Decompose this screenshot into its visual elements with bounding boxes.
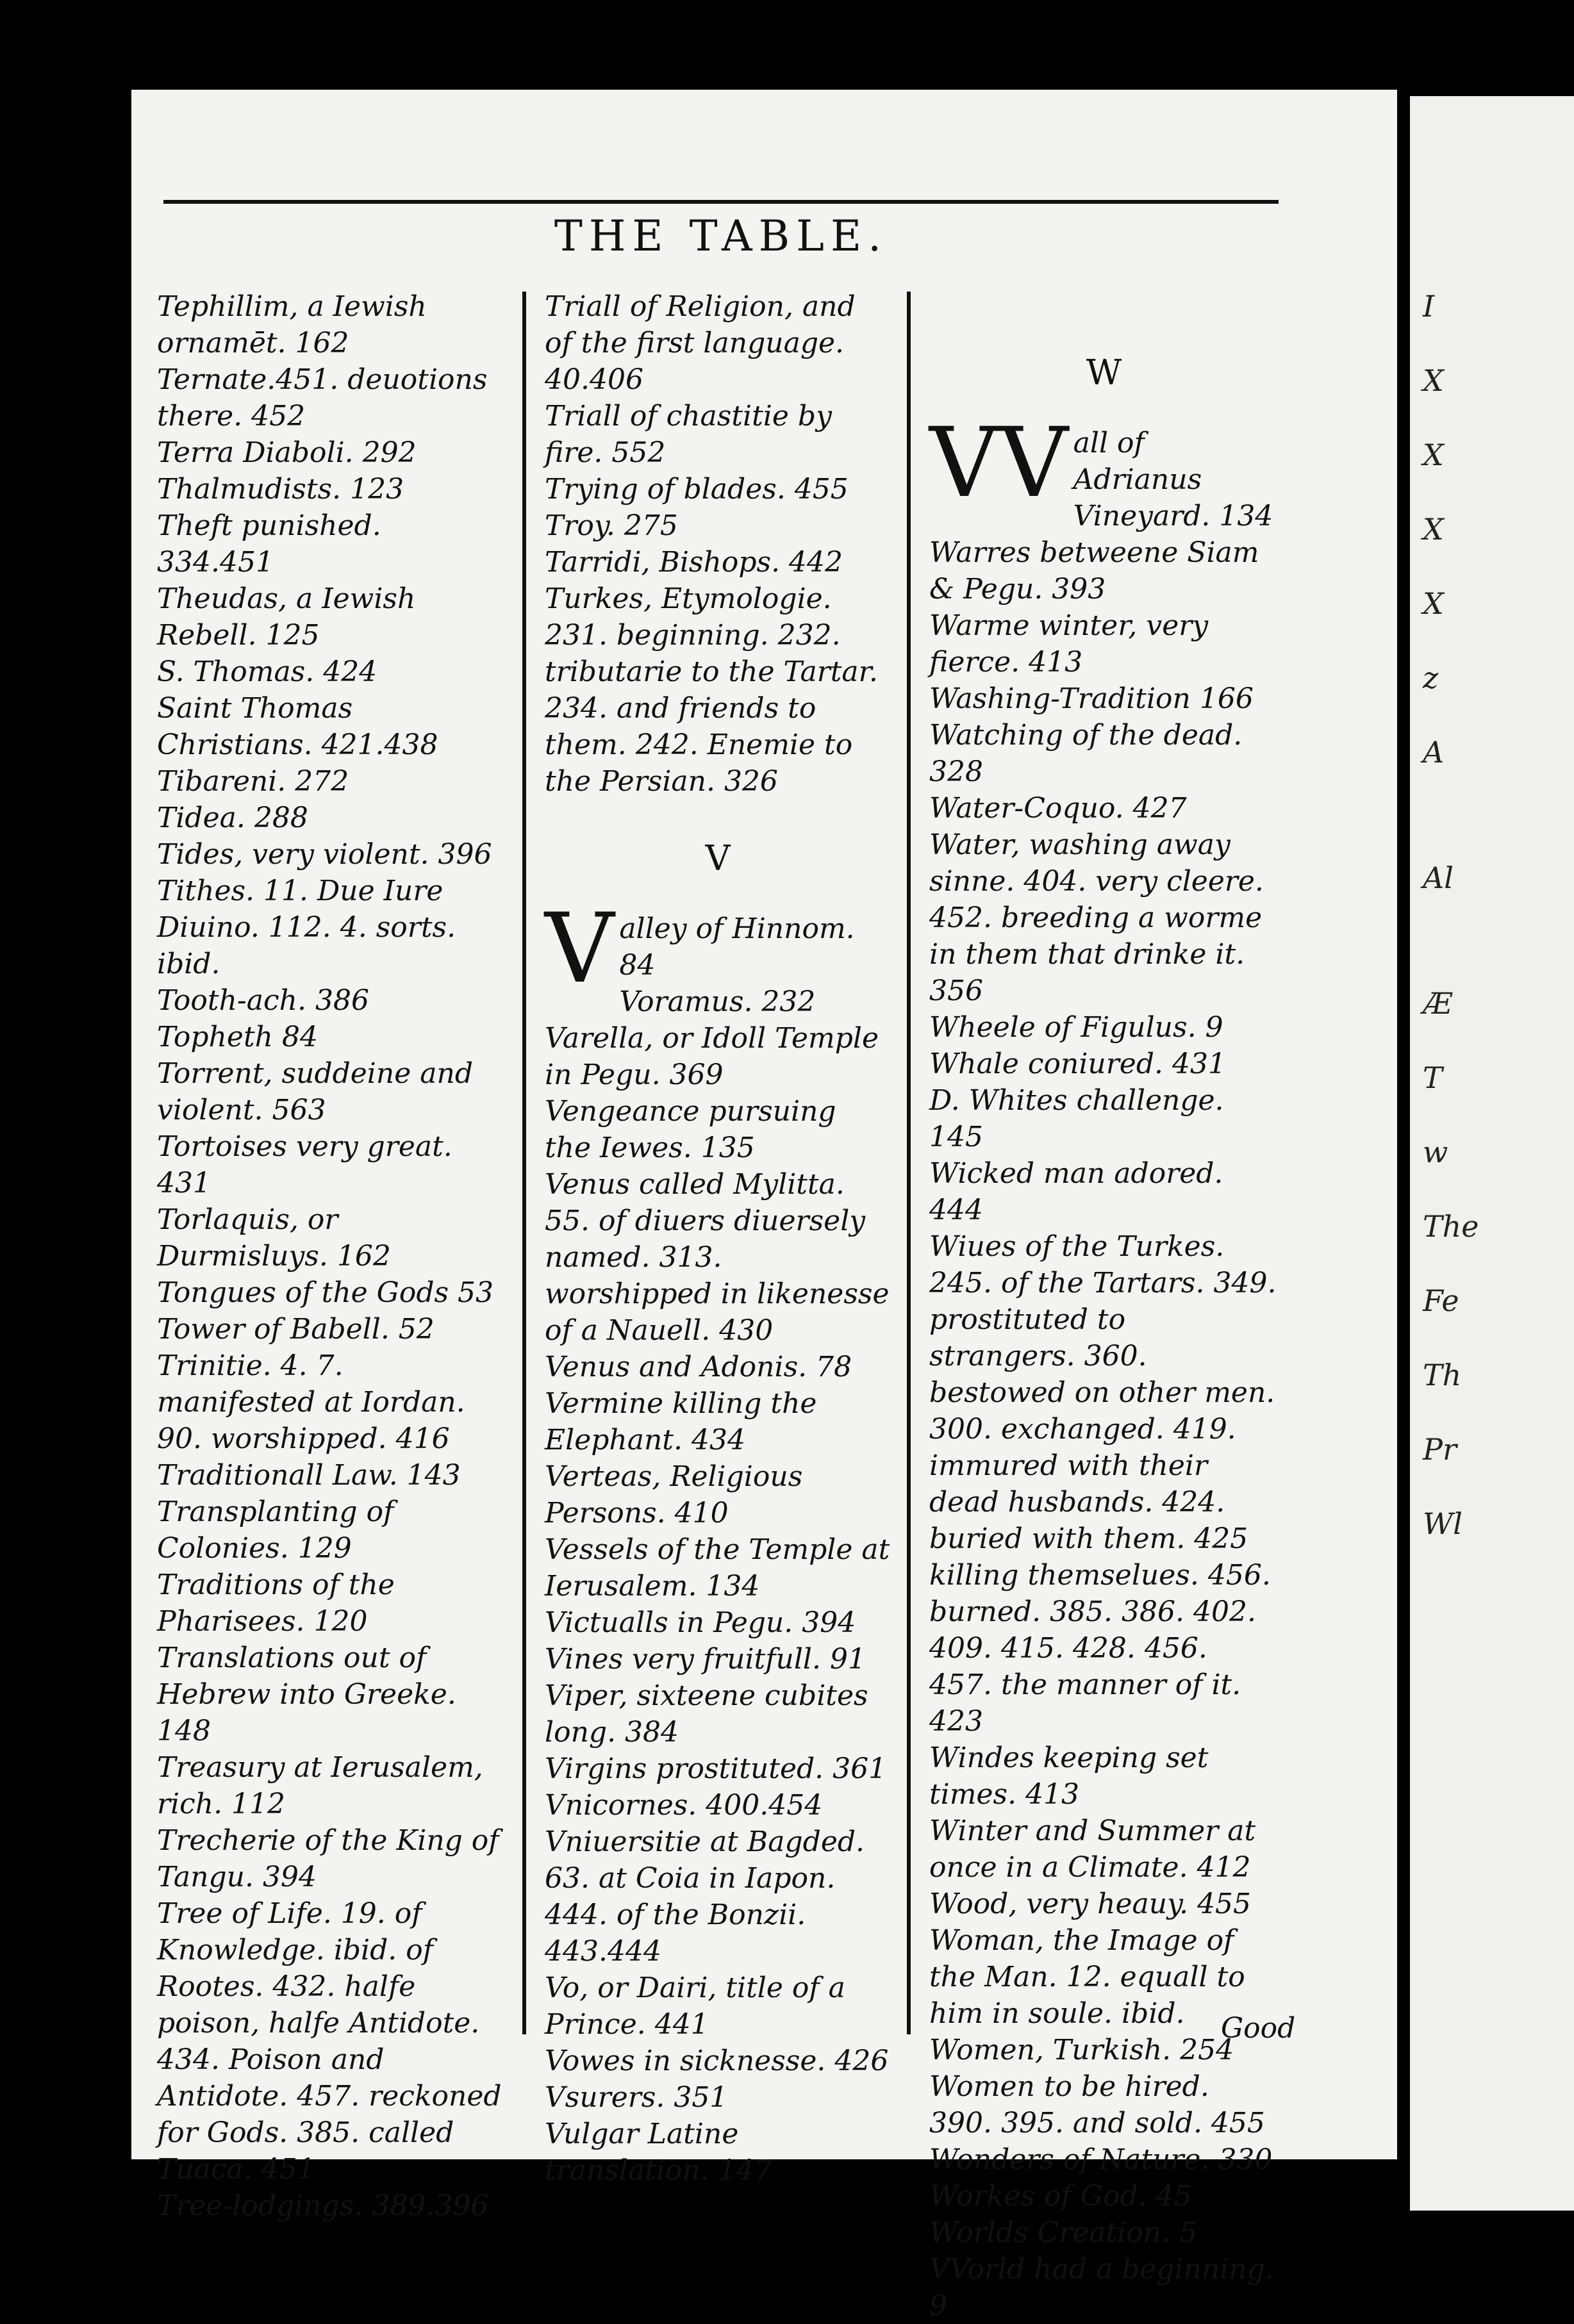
index-entry: VVorld had a beginning. 9: [929, 2253, 1274, 2322]
index-entry: Wiues of the Turkes. 245. of the Tartars. 349. prostituted to strangers. 360. bestowed on other men. 300. exchanged. 419. immured with their dead husbands. 424. buried with them. 425 killing themselues. 456. burned. 385. 386. 402. 409. 415. 428. 456. 457. the manner of it. 423: [929, 1230, 1277, 1738]
index-entry: Watching of the dead. 328: [929, 719, 1243, 788]
index-entry: Tidea. 288: [157, 802, 308, 834]
index-entry: Translations out of Hebrew into Greeke. 148: [157, 1642, 456, 1747]
page-title: THE TABLE.: [554, 211, 888, 261]
index-entry: Vowes in sicknesse. 426: [545, 2045, 889, 2077]
facing-page-text: Fe: [1423, 1283, 1459, 1318]
index-entry: Tooth-ach. 386: [157, 984, 369, 1017]
facing-page-text: X: [1423, 586, 1444, 621]
dropcap-v: V: [545, 893, 615, 1005]
index-entry: alley of Hinnom. 84: [619, 912, 855, 982]
facing-page-text: w: [1423, 1135, 1448, 1169]
index-entry: Trinitie. 4. 7. manifested at Iordan. 90. worshipped. 416: [157, 1349, 465, 1455]
index-entry: Whale coniured. 431: [929, 1048, 1226, 1080]
index-entry: Warme winter, very fierce. 413: [929, 609, 1209, 679]
facing-page-text: X: [1423, 438, 1444, 472]
index-entry: Water-Coquo. 427: [929, 792, 1187, 825]
section-letter-v: V: [705, 838, 731, 878]
index-entry: Washing-Tradition 166: [929, 682, 1254, 715]
facing-page-text: Al: [1423, 861, 1454, 895]
index-entry: Tortoises very great. 431: [157, 1130, 452, 1199]
index-entry: Vulgar Latine translation. 147: [545, 2118, 772, 2187]
facing-page-text: Pr: [1423, 1432, 1457, 1467]
index-entry: Warres betweene Siam & Pegu. 393: [929, 536, 1259, 606]
index-entry: Tides, very violent. 396: [157, 838, 492, 871]
index-entry: Torlaquis, or Durmisluys. 162: [157, 1203, 391, 1273]
index-entry: Ternate.451. deuotions there. 452: [157, 363, 488, 433]
index-entry: S. Thomas. 424: [157, 655, 377, 688]
index-entry: Women, Turkish. 254: [929, 2034, 1234, 2066]
index-entry: Verteas, Religious Persons. 410: [545, 1460, 803, 1529]
index-entry: Triall of Religion, and of the first language. 40.406: [545, 290, 856, 396]
index-entry: Virgins prostituted. 361: [545, 1752, 887, 1785]
dropcap-w: VV: [929, 408, 1068, 519]
index-entry: Turkes, Etymologie. 231. beginning. 232. tributarie to the Tartar. 234. and friends to them. 242. Enemie to the Persian. 326: [545, 582, 878, 798]
column-divider: [522, 292, 526, 2034]
index-entry: Saint Thomas Christians. 421.438: [157, 692, 438, 761]
index-entry: Vengeance pursuing the Iewes. 135: [545, 1095, 836, 1164]
index-entry: Traditions of the Pharisees. 120: [157, 1569, 395, 1638]
index-entry: Vniuersitie at Bagded. 63. at Coia in Iapon. 444. of the Bonzii. 443.444: [545, 1825, 865, 1968]
index-entry: Varella, or Idoll Temple in Pegu. 369: [545, 1022, 879, 1091]
index-entry: Torrent, suddeine and violent. 563: [157, 1057, 473, 1126]
facing-page-text: I: [1423, 289, 1435, 324]
header-rule: [163, 200, 1279, 204]
index-entry: Theft punished. 334.451: [157, 509, 381, 579]
section-letter-w: W: [1086, 352, 1122, 393]
index-entry: Victualls in Pegu. 394: [545, 1606, 856, 1639]
index-entry: Voramus. 232: [619, 985, 816, 1018]
index-entry: Workes of God. 45: [929, 2180, 1192, 2213]
index-entry: Transplanting of Colonies. 129: [157, 1496, 394, 1565]
index-entry: Triall of chastitie by fire. 552: [545, 400, 832, 469]
index-entry: Trecherie of the King of Tangu. 394: [157, 1824, 499, 1893]
index-entry: Wonders of Nature. 330: [929, 2143, 1273, 2176]
facing-page-text: Wl: [1423, 1506, 1462, 1541]
index-entry: Women to be hired. 390. 395. and sold. 455: [929, 2070, 1265, 2139]
index-entry: Tarridi, Bishops. 442: [545, 546, 843, 579]
index-entry: Traditionall Law. 143: [157, 1459, 461, 1492]
facing-page-text: z: [1423, 661, 1439, 695]
index-entry: Windes keeping set times. 413: [929, 1742, 1209, 1811]
facing-page-text: X: [1423, 512, 1444, 547]
index-entry: Tibareni. 272: [157, 765, 349, 798]
index-entry: Wood, very heauy. 455: [929, 1888, 1252, 1920]
index-entry: Tree of Life. 19. of Knowledge. ibid. of Rootes. 432. halfe poison, halfe Antidote. 434. Poison and Antidote. 457. reckoned for Gods. 385. called Tuaca. 451: [157, 1897, 502, 2186]
index-entry: Worlds Creation. 5: [929, 2216, 1198, 2249]
index-entry: Woman, the Image of the Man. 12. equall to him in soule. ibid.: [929, 1924, 1245, 2030]
index-entry: Wheele of Figulus. 9: [929, 1011, 1223, 1044]
index-entry: Vsurers. 351: [545, 2081, 728, 2114]
index-entry: Tower of Babell. 52: [157, 1313, 435, 1346]
column-divider: [907, 292, 911, 2034]
facing-page-text: A: [1423, 735, 1445, 770]
index-entry: Tephillim, a Iewish ornamēt. 162: [157, 290, 427, 359]
index-entry: Vines very fruitfull. 91: [545, 1643, 866, 1676]
index-entry: Topheth 84: [157, 1021, 318, 1053]
index-entry: Wicked man adored. 444: [929, 1157, 1223, 1226]
facing-page-text: T: [1423, 1060, 1443, 1095]
index-entry: Venus and Adonis. 78: [545, 1351, 852, 1383]
index-entry: Water, washing away sinne. 404. very cleere. 452. breeding a worme in them that drinke it. 356: [929, 828, 1264, 1007]
index-entry: Thalmudists. 123: [157, 473, 404, 506]
index-entry: Tithes. 11. Due Iure Diuino. 112. 4. sorts. ibid.: [157, 875, 456, 980]
index-entry: Tongues of the Gods 53: [157, 1276, 494, 1309]
facing-page-fragment: [1410, 96, 1574, 2211]
index-entry: Viper, sixteene cubites long. 384: [545, 1679, 868, 1749]
index-entry: Tree-lodgings. 389.396: [157, 2189, 489, 2222]
column-1: [157, 288, 506, 2224]
index-entry: Vo, or Dairi, title of a Prince. 441: [545, 1972, 845, 2041]
index-entry: Vessels of the Temple at Ierusalem. 134: [545, 1533, 890, 1603]
index-entry: Troy. 275: [545, 509, 678, 542]
catchword: Good: [1221, 2012, 1296, 2045]
index-entry: Treasury at Ierusalem, rich. 112: [157, 1751, 483, 1820]
facing-page-text: Æ: [1423, 986, 1453, 1021]
index-entry: Venus called Mylitta. 55. of diuers diuersely named. 313. worshipped in likenesse of a Nauell. 430: [545, 1168, 890, 1347]
column-2: [545, 288, 891, 2189]
index-entry: Terra Diaboli. 292: [157, 436, 417, 469]
facing-page-text: Th: [1423, 1358, 1462, 1392]
index-entry: all of Adrianus Vineyard. 134: [1073, 427, 1273, 532]
facing-page-text: The: [1423, 1209, 1479, 1244]
index-entry: Vermine killing the Elephant. 434: [545, 1387, 817, 1456]
index-entry: Theudas, a Iewish Rebell. 125: [157, 582, 416, 652]
facing-page-text: X: [1423, 363, 1444, 398]
index-entry: Trying of blades. 455: [545, 473, 849, 506]
index-entry: D. Whites challenge. 145: [929, 1084, 1224, 1153]
index-entry: Vnicornes. 400.454: [545, 1789, 823, 1822]
index-entry: Winter and Summer at once in a Climate. 412: [929, 1815, 1256, 1884]
